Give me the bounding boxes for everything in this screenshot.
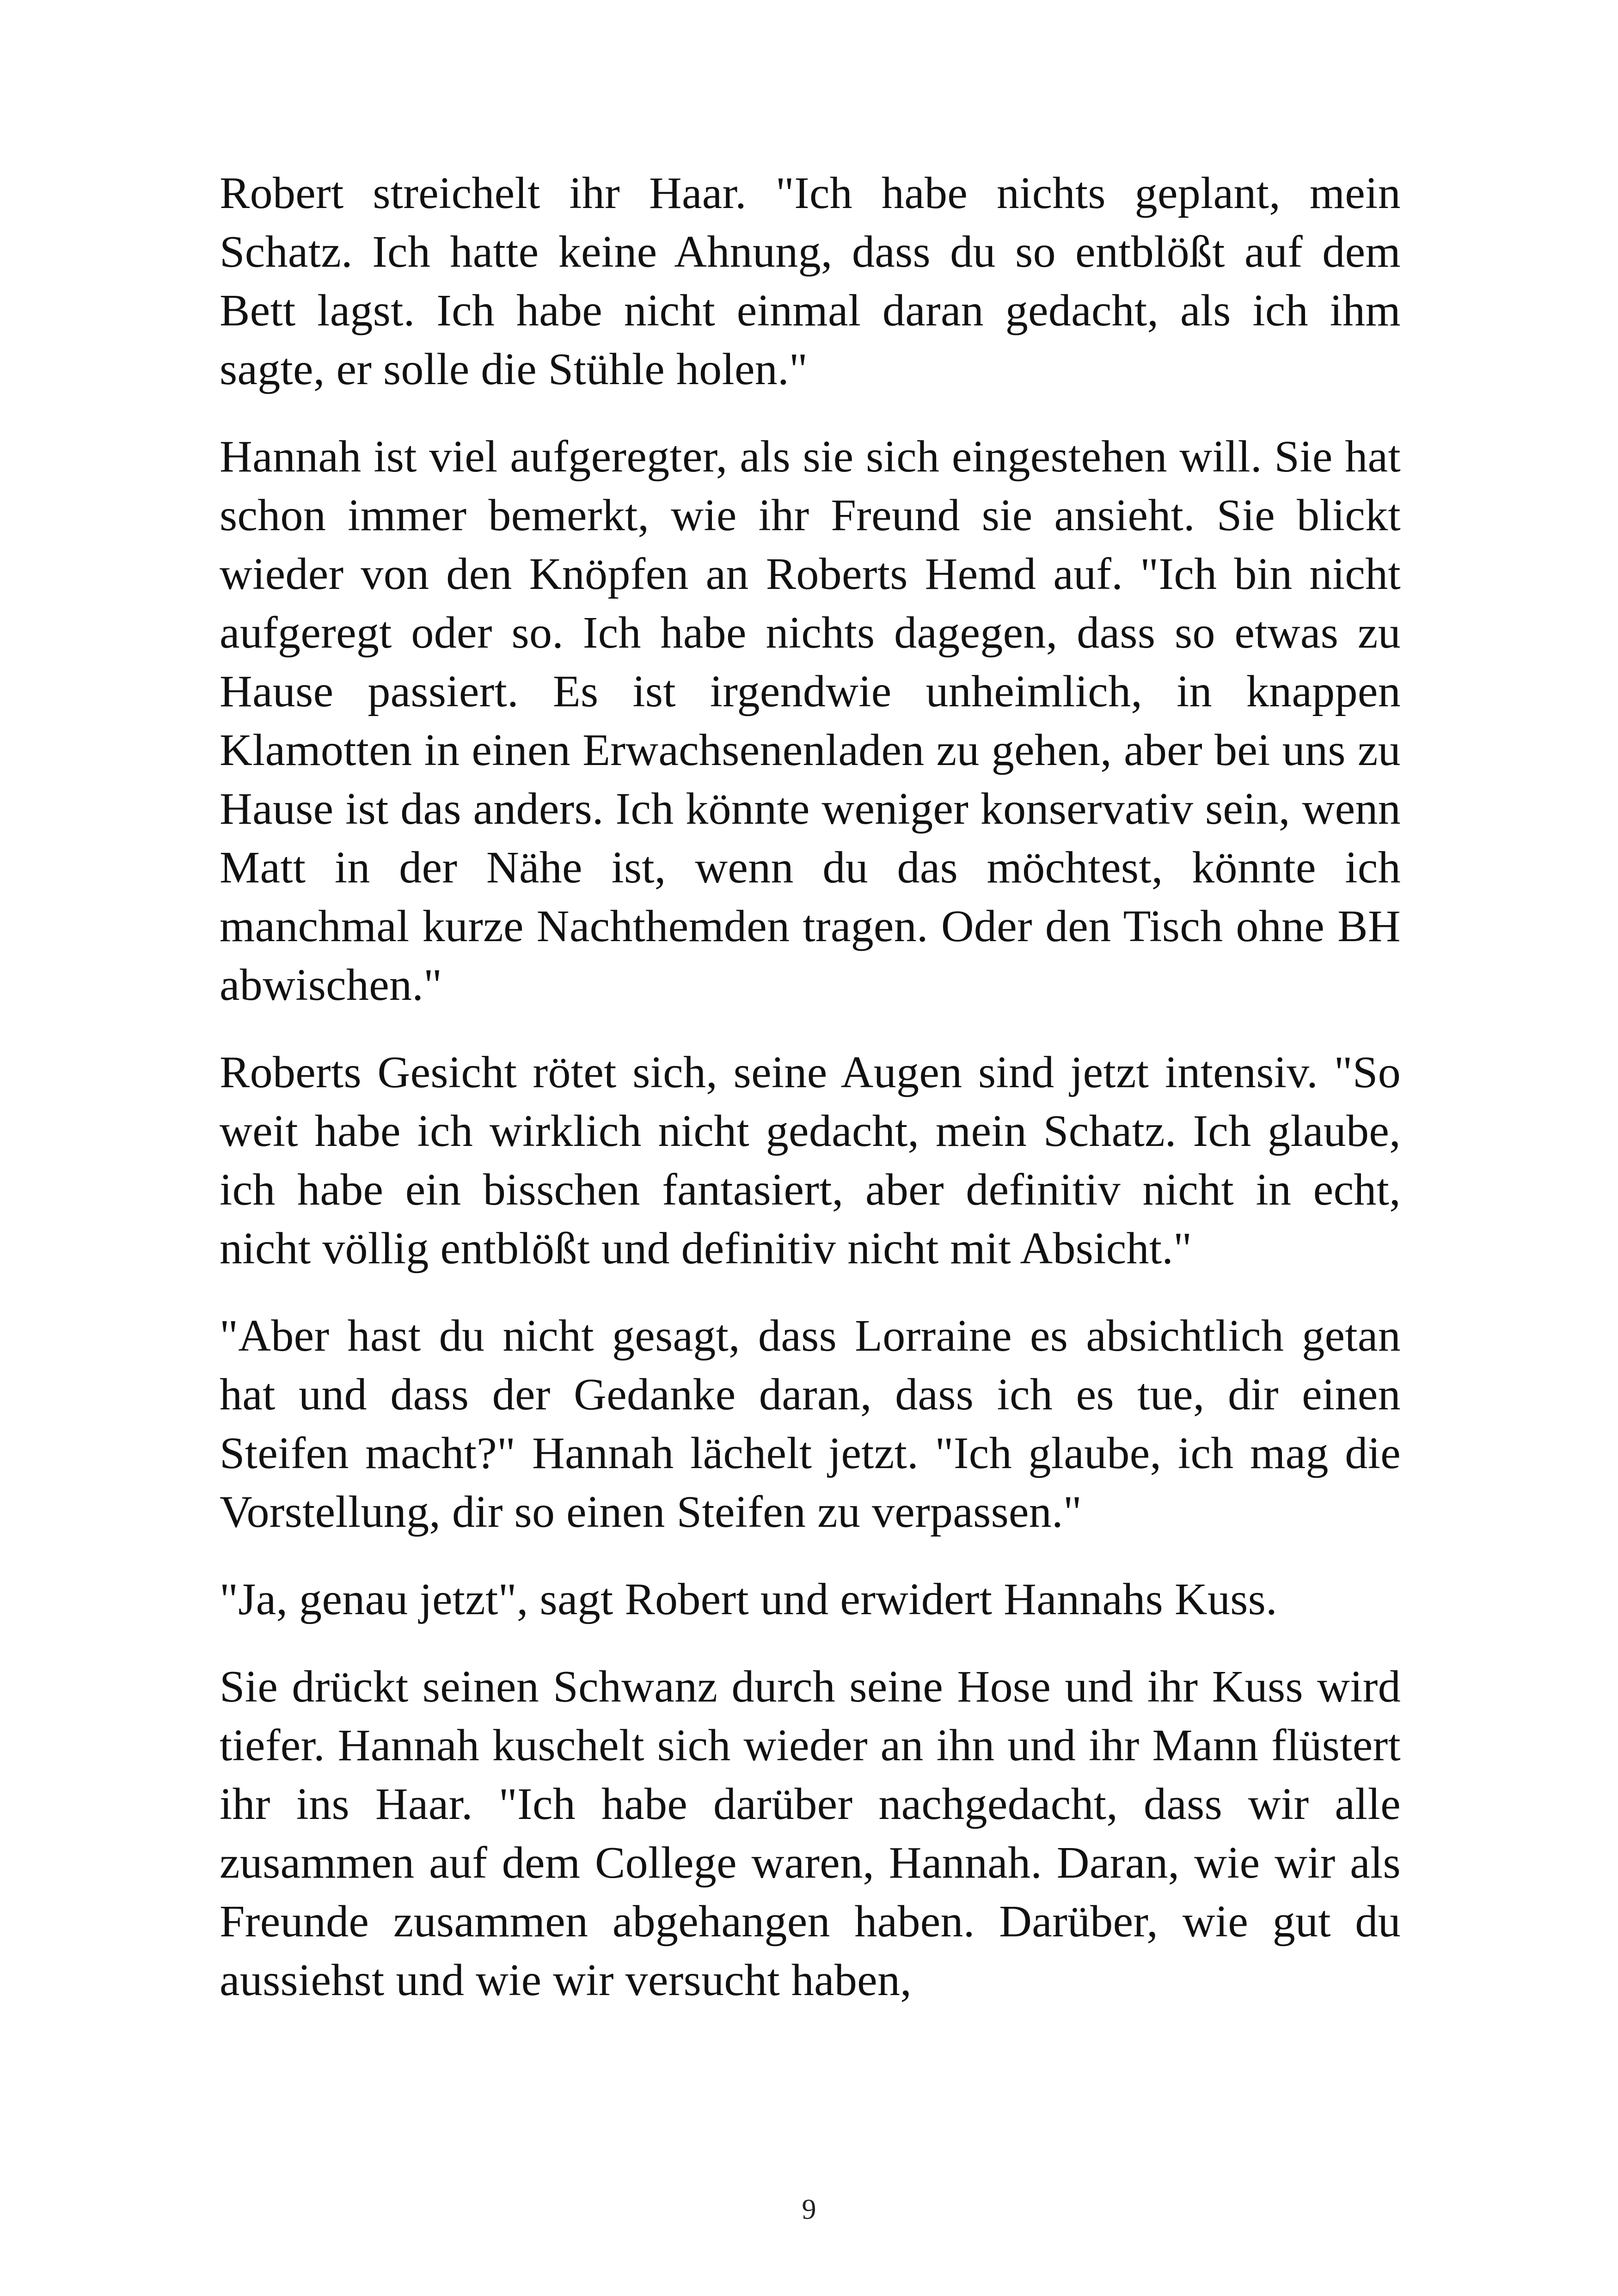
paragraph: Hannah ist viel aufgeregter, als sie sich eingestehen will. Sie hat schon immer bemerkt, wie ihr Freund sie ansieht. Sie blickt wieder von den Knöpfen an Roberts Hemd auf. "Ich bin nicht aufgeregt oder so. Ich habe nichts dagegen, dass so etwas zu Hause passiert. Es ist irgendwie unheimlich, in knappen Klamotten in einen Erwachsenenladen zu gehen, aber bei uns zu Hause ist das anders. Ich könnte weniger konservativ sein, wenn Matt in der Nähe ist, wenn du das möchtest, könnte ich manchmal kurze Nachthemden tragen. Oder den Tisch ohne BH abwischen." bbox=[220, 432, 1401, 1010]
paragraph: Roberts Gesicht rötet sich, seine Augen sind jetzt intensiv. "So weit habe ich wirklich nicht gedacht, mein Schatz. Ich glaube, ich habe ein bisschen fantasiert, aber definitiv nicht in echt, nicht völlig entblößt und definitiv nicht mit Absicht." bbox=[220, 1047, 1401, 1274]
paragraph: "Aber hast du nicht gesagt, dass Lorraine es absichtlich getan hat und dass der Gedanke daran, dass ich es tue, dir einen Steifen macht?" Hannah lächelt jetzt. "Ich glaube, ich mag die Vorstellung, dir so einen Steifen zu verpassen." bbox=[220, 1311, 1401, 1537]
page-number: 9 bbox=[802, 2194, 816, 2225]
body-text bbox=[220, 164, 1401, 2039]
paragraph: "Ja, genau jetzt", sagt Robert und erwidert Hannahs Kuss. bbox=[220, 1574, 1277, 1624]
paragraph: Robert streichelt ihr Haar. "Ich habe nichts geplant, mein Schatz. Ich hatte keine Ahnung, dass du so entblößt auf dem Bett lagst. Ich habe nicht einmal daran gedacht, als ich ihm sagte, er solle die Stühle holen." bbox=[220, 168, 1401, 394]
paragraph: Sie drückt seinen Schwanz durch seine Hose und ihr Kuss wird tiefer. Hannah kuschelt sich wieder an ihn und ihr Mann flüstert ihr ins Haar. "Ich habe darüber nachgedacht, dass wir alle zusammen auf dem College waren, Hannah. Daran, wie wir als Freunde zusammen abgehangen haben. Darüber, wie gut du aussiehst und wie wir versucht haben, bbox=[220, 1662, 1401, 2005]
